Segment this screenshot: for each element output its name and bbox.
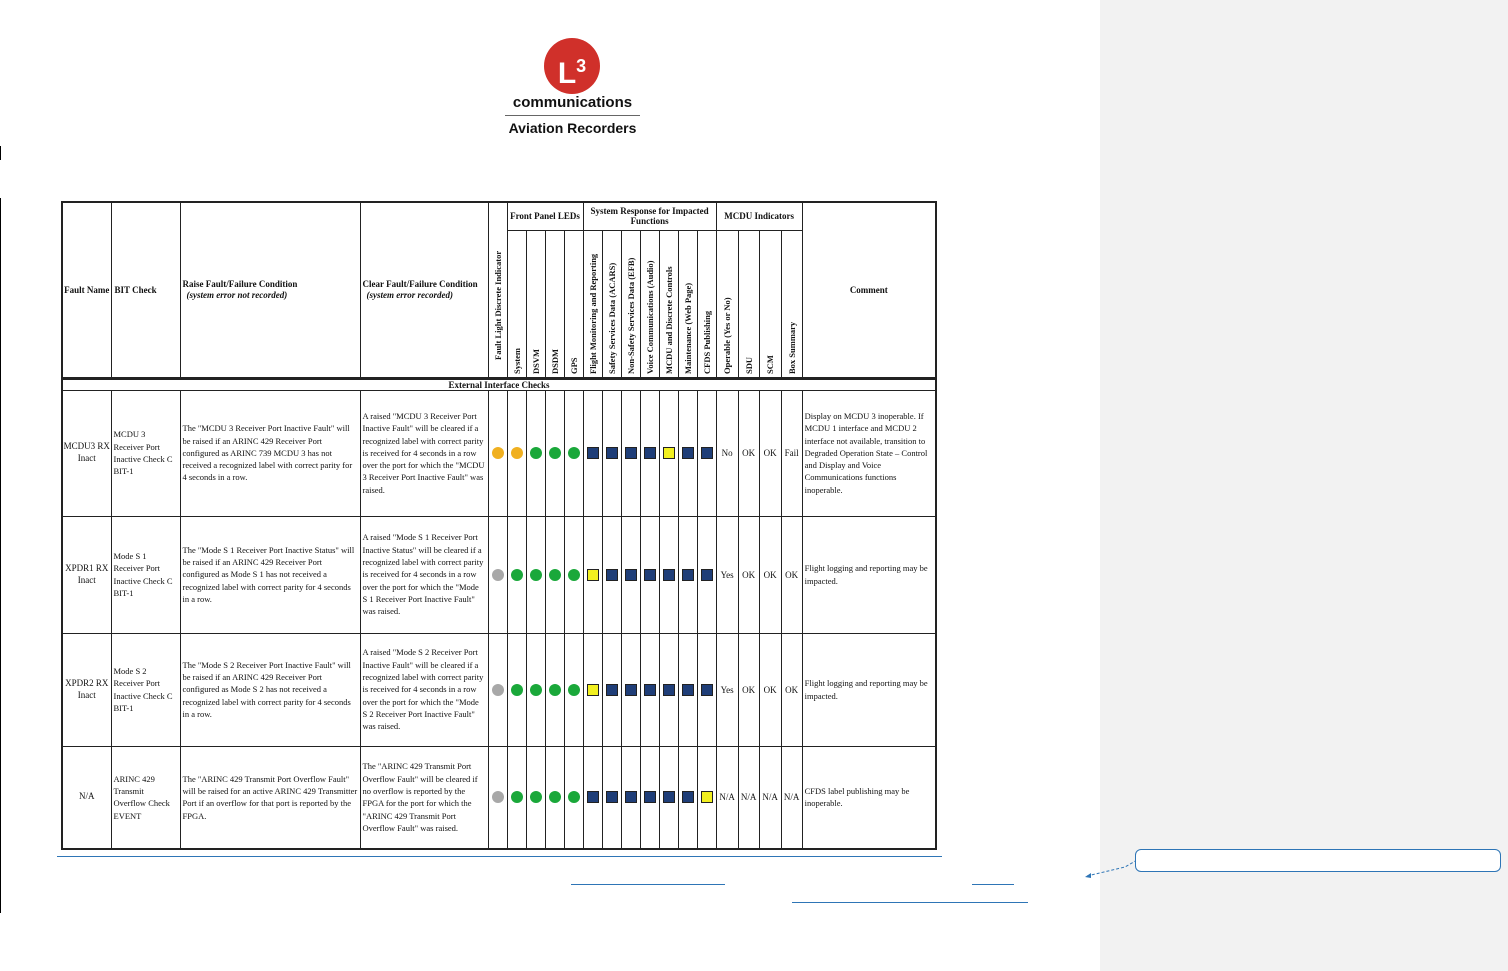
header-fault-light (488, 202, 507, 378)
led-green-icon (568, 791, 580, 803)
header-mcdu-3 (781, 230, 802, 378)
clear-cell: The "ARINC 429 Transmit Port Overflow Fault" will be cleared if no overflow is reported by the FPGA for the port for which the "ARINC 429 Transmit Port Overflow Fault" was raised. (360, 746, 488, 849)
indicator-amber-icon (492, 447, 504, 459)
header-sys-3-label: Voice Communications (Audio) (644, 260, 655, 374)
header-led-gps (564, 230, 583, 378)
sys-cell (583, 746, 602, 849)
status-navy-icon (625, 569, 637, 581)
header-clear-title: Clear Fault/Failure Condition (362, 279, 478, 290)
header-sys-2 (621, 230, 640, 378)
header-mcdu-1-label: SDU (743, 356, 754, 374)
status-navy-icon (625, 791, 637, 803)
status-navy-icon (606, 791, 618, 803)
mcdu-sdu-cell: OK (738, 633, 759, 746)
header-mcdu-2 (759, 230, 781, 378)
header-sys-4 (659, 230, 678, 378)
logo-mark: $L^3$ (544, 38, 600, 94)
mcdu-operable-cell: Yes (716, 516, 738, 633)
status-navy-icon (606, 447, 618, 459)
revision-bar (0, 198, 1, 913)
company-logo (490, 36, 655, 140)
raise-cell: The "Mode S 2 Receiver Port Inactive Fault" will be raised if an ARINC 429 Receiver Port configured as Mode S 2 has not received a recognized label with correct parity for 4 seconds in a row. (180, 633, 360, 746)
status-navy-icon (663, 791, 675, 803)
fault-name-cell: XPDR1 RX Inact (62, 516, 111, 633)
sys-cell (621, 390, 640, 516)
clear-cell: A raised "MCDU 3 Receiver Port Inactive Fault" will be cleared if a recognized label with correct parity is received for 4 seconds in a row over the port for which the "MCDU 3 Receiver Port Inactive Fault" was raised. (360, 390, 488, 516)
status-navy-icon (663, 684, 675, 696)
fault-light-cell (488, 633, 507, 746)
mcdu-box-cell: OK (781, 516, 802, 633)
led-cell (564, 633, 583, 746)
header-sys-0 (583, 230, 602, 378)
led-amber-icon (511, 447, 523, 459)
sys-cell (621, 746, 640, 849)
status-yellow-icon (663, 447, 675, 459)
status-navy-icon (701, 569, 713, 581)
led-cell (545, 516, 564, 633)
fault-name-cell: N/A (62, 746, 111, 849)
header-sys-5-label: Maintenance (Web Page) (682, 282, 693, 374)
status-navy-icon (682, 569, 694, 581)
status-navy-icon (701, 447, 713, 459)
header-raise-sub: (system error not recorded) (186, 289, 288, 300)
raise-cell: The "ARINC 429 Transmit Port Overflow Fault" will be raised for an active ARINC 429 Transmitter Port if an overflow for that port is reported by the FPGA. (180, 746, 360, 849)
sys-cell (678, 746, 697, 849)
led-green-icon (549, 684, 561, 696)
mcdu-sdu-cell: N/A (738, 746, 759, 849)
fault-light-cell (488, 390, 507, 516)
logo-line2: Aviation Recorders (508, 120, 637, 136)
led-green-icon (511, 791, 523, 803)
sys-cell (602, 516, 621, 633)
header-sys-1-label: Safety Services Data (ACARS) (606, 262, 617, 374)
header-led-dsvm-label: DSVM (530, 348, 541, 374)
mcdu-scm-cell: OK (759, 390, 781, 516)
sys-cell (659, 746, 678, 849)
sys-cell (640, 746, 659, 849)
header-bit-check: BIT Check (111, 202, 180, 378)
status-navy-icon (587, 791, 599, 803)
sys-cell (640, 633, 659, 746)
led-cell (545, 390, 564, 516)
revision-bar (0, 146, 1, 160)
table-row (62, 390, 936, 516)
clear-cell: A raised "Mode S 2 Receiver Port Inactive Fault" will be cleared if a recognized label with correct parity is received for 4 seconds in a row over the port for which the "Mode S 2 Receiver Port Inactive Fault" was raised. (360, 633, 488, 746)
status-navy-icon (606, 684, 618, 696)
led-cell (507, 516, 526, 633)
led-cell (526, 390, 545, 516)
header-led-dsvm (526, 230, 545, 378)
sys-cell (697, 633, 716, 746)
mcdu-box-cell: OK (781, 633, 802, 746)
table-row (62, 633, 936, 746)
sys-cell (640, 516, 659, 633)
header-sys-4-label: MCDU and Discrete Controls (663, 265, 674, 374)
sys-cell (697, 516, 716, 633)
header-system-response: System Response for Impacted Functions (583, 202, 716, 230)
header-fault-name: Fault Name (62, 202, 111, 378)
logo-line1: communications (512, 94, 633, 111)
section-header: External Interface Checks (62, 378, 936, 390)
header-led-dsdm (545, 230, 564, 378)
header-mcdu-indicators: MCDU Indicators (716, 202, 802, 230)
led-green-icon (511, 684, 523, 696)
status-navy-icon (682, 684, 694, 696)
mcdu-sdu-cell: OK (738, 516, 759, 633)
sys-cell (659, 633, 678, 746)
tracked-change-underline[interactable] (972, 884, 1014, 885)
header-mcdu-0-label: Operable (Yes or No) (722, 296, 733, 374)
led-cell (507, 746, 526, 849)
bit-check-cell: Mode S 2 Receiver Port Inactive Check C BIT-1 (111, 633, 180, 746)
mcdu-scm-cell: OK (759, 516, 781, 633)
led-green-icon (568, 684, 580, 696)
mcdu-operable-cell: No (716, 390, 738, 516)
led-green-icon (530, 569, 542, 581)
comment-cell: Display on MCDU 3 inoperable. If MCDU 1 interface and MCDU 2 interface not available, transition to Degraded Operation State – Control and Display and Voice Communications functions inoperable. (802, 390, 936, 516)
header-mcdu-0 (716, 230, 738, 378)
header-sys-5 (678, 230, 697, 378)
sys-cell (678, 390, 697, 516)
header-comment: Comment (802, 202, 936, 378)
sys-cell (602, 390, 621, 516)
status-yellow-icon (587, 569, 599, 581)
tracked-change-rule (57, 856, 942, 857)
sys-cell (583, 633, 602, 746)
sys-cell (602, 633, 621, 746)
led-green-icon (568, 569, 580, 581)
tracked-change-underline[interactable] (792, 902, 1028, 903)
comment-balloon[interactable] (1135, 849, 1501, 872)
status-navy-icon (625, 684, 637, 696)
header-led-system (507, 230, 526, 378)
header-sys-6 (697, 230, 716, 378)
led-green-icon (549, 791, 561, 803)
fault-light-cell (488, 746, 507, 849)
header-clear-sub: (system error recorded) (366, 289, 453, 300)
comment-cell: Flight logging and reporting may be impacted. (802, 633, 936, 746)
status-navy-icon (625, 447, 637, 459)
sys-cell (659, 516, 678, 633)
sys-cell (602, 746, 621, 849)
status-yellow-icon (701, 791, 713, 803)
sys-cell (640, 390, 659, 516)
mcdu-sdu-cell: OK (738, 390, 759, 516)
mcdu-box-cell: Fail (781, 390, 802, 516)
logo-divider (505, 115, 640, 116)
header-raise-title: Raise Fault/Failure Condition (182, 279, 298, 290)
mcdu-operable-cell: N/A (716, 746, 738, 849)
header-raise (180, 202, 360, 378)
header-sys-6-label: CFDS Publishing (701, 310, 712, 374)
status-navy-icon (682, 447, 694, 459)
mcdu-box-cell: N/A (781, 746, 802, 849)
status-navy-icon (663, 569, 675, 581)
led-cell (564, 746, 583, 849)
comment-cell: CFDS label publishing may be inoperable. (802, 746, 936, 849)
header-clear (360, 202, 488, 378)
sys-cell (659, 390, 678, 516)
led-green-icon (549, 569, 561, 581)
led-green-icon (511, 569, 523, 581)
led-green-icon (568, 447, 580, 459)
led-cell (564, 516, 583, 633)
led-cell (545, 746, 564, 849)
sys-cell (697, 390, 716, 516)
sys-cell (678, 516, 697, 633)
clear-cell: A raised "Mode S 1 Receiver Port Inactive Status" will be cleared if a recognized label with correct parity is received for 4 seconds in a row over the port for which the "Mode S 1 Receiver Port Inactive Fault" was raised. (360, 516, 488, 633)
sys-cell (583, 390, 602, 516)
fault-name-cell: XPDR2 RX Inact (62, 633, 111, 746)
bit-check-cell: Mode S 1 Receiver Port Inactive Check C BIT-1 (111, 516, 180, 633)
led-green-icon (530, 447, 542, 459)
status-navy-icon (606, 569, 618, 581)
header-mcdu-3-label: Box Summary (786, 321, 797, 374)
indicator-gray-icon (492, 791, 504, 803)
led-green-icon (530, 791, 542, 803)
bit-check-cell: MCDU 3 Receiver Port Inactive Check C BIT-1 (111, 390, 180, 516)
raise-cell: The "MCDU 3 Receiver Port Inactive Fault" will be raised if an ARINC 429 Receiver Port configured as ARINC 739 MCDU 3 has not received a recognized label with correct parity for 4 seconds in a row. (180, 390, 360, 516)
led-cell (526, 516, 545, 633)
fault-name-cell: MCDU3 RX Inact (62, 390, 111, 516)
sys-cell (583, 516, 602, 633)
sys-cell (621, 633, 640, 746)
status-navy-icon (701, 684, 713, 696)
led-green-icon (549, 447, 561, 459)
indicator-gray-icon (492, 569, 504, 581)
mcdu-scm-cell: N/A (759, 746, 781, 849)
header-mcdu-2-label: SCM (765, 354, 776, 374)
status-navy-icon (644, 569, 656, 581)
indicator-gray-icon (492, 684, 504, 696)
table-row (62, 746, 936, 849)
led-cell (526, 746, 545, 849)
status-navy-icon (644, 447, 656, 459)
table-row (62, 516, 936, 633)
fault-light-cell (488, 516, 507, 633)
sys-cell (697, 746, 716, 849)
led-cell (507, 633, 526, 746)
header-sys-0-label: Flight Monitoring and Reporting (587, 253, 598, 374)
sys-cell (621, 516, 640, 633)
tracked-change-underline[interactable] (571, 884, 725, 885)
header-sys-3 (640, 230, 659, 378)
header-led-dsdm-label: DSDM (549, 348, 560, 374)
sys-cell (678, 633, 697, 746)
header-sys-2-label: Non-Safety Services Data (EFB) (625, 257, 636, 374)
raise-cell: The "Mode S 1 Receiver Port Inactive Status" will be raised if an ARINC 429 Receiver Port configured as Mode S 1 has not received a recognized label with correct parity for 4 seconds in a row. (180, 516, 360, 633)
status-navy-icon (644, 684, 656, 696)
status-navy-icon (587, 447, 599, 459)
led-green-icon (530, 684, 542, 696)
bit-check-cell: ARINC 429 Transmit Overflow Check EVENT (111, 746, 180, 849)
status-navy-icon (682, 791, 694, 803)
led-cell (526, 633, 545, 746)
header-front-panel: Front Panel LEDs (507, 202, 583, 230)
status-yellow-icon (587, 684, 599, 696)
mcdu-scm-cell: OK (759, 633, 781, 746)
status-navy-icon (644, 791, 656, 803)
comments-pane (1100, 0, 1508, 971)
led-cell (545, 633, 564, 746)
header-led-system-label: System (511, 347, 522, 374)
header-mcdu-1 (738, 230, 759, 378)
led-cell (564, 390, 583, 516)
comment-connector (1085, 860, 1137, 878)
header-led-gps-label: GPS (568, 356, 579, 374)
header-fault-light-label: Fault Light Discrete Indicator (492, 250, 503, 360)
mcdu-operable-cell: Yes (716, 633, 738, 746)
led-cell (507, 390, 526, 516)
header-sys-1 (602, 230, 621, 378)
fault-table (61, 201, 937, 850)
comment-cell: Flight logging and reporting may be impacted. (802, 516, 936, 633)
